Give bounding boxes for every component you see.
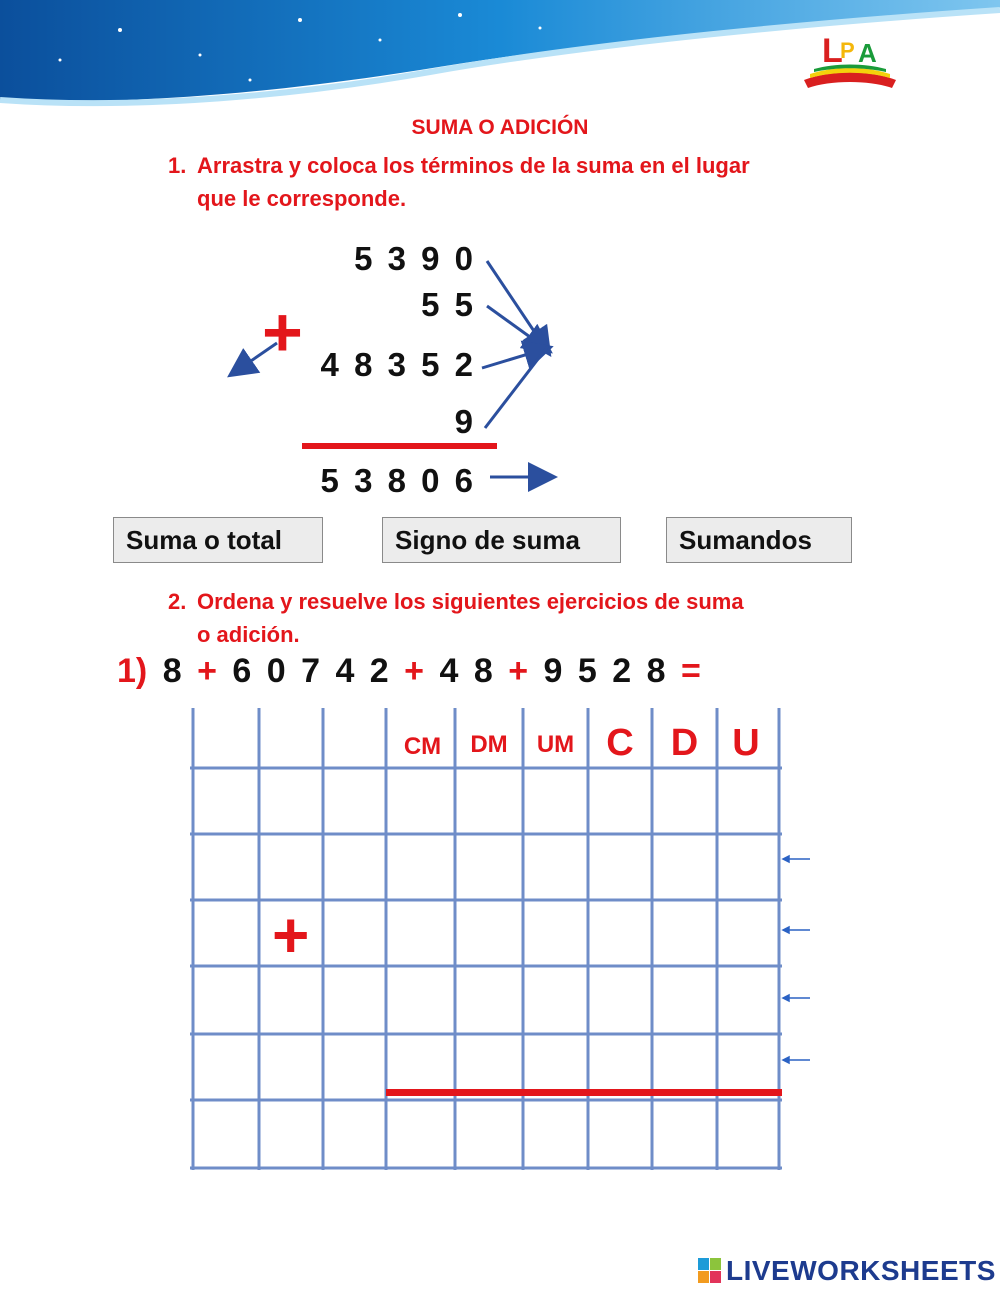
page-title: SUMA O ADICIÓN xyxy=(411,116,589,139)
drop-target-signo-suma[interactable]: Signo de suma xyxy=(382,517,621,563)
exercise-term-2: 6 0 7 4 2 xyxy=(232,652,389,690)
exercise-term-1: 8 xyxy=(162,652,182,690)
school-logo xyxy=(800,22,900,92)
instruction-1-number: 1. xyxy=(168,153,187,178)
row-pointer-arrows xyxy=(780,850,820,1070)
exercise-equals: = xyxy=(680,652,701,690)
instruction-2-number: 2. xyxy=(168,589,187,614)
addend-4: 9 xyxy=(454,403,476,440)
col-header-um: UM xyxy=(536,731,575,758)
svg-text:L: L xyxy=(822,32,843,70)
instruction-1-line2: que le corresponde. xyxy=(197,186,407,211)
svg-text:P: P xyxy=(840,38,855,63)
instruction-2-line1: Ordena y resuelve los siguientes ejercicios de suma xyxy=(197,589,744,614)
exercise-1 xyxy=(117,652,701,691)
arrows-overlay xyxy=(220,250,570,500)
exercise-plus-1: + xyxy=(197,652,217,690)
col-header-c: C xyxy=(606,722,634,764)
instruction-2-line2: o adición. xyxy=(197,622,300,647)
footer-brand: LIVEWORKSHEETS xyxy=(726,1255,996,1286)
addend-3: 4 8 3 5 2 xyxy=(320,346,476,383)
liveworksheets-logo-icon xyxy=(698,1258,722,1284)
arrow-addend1 xyxy=(487,261,548,352)
col-header-u: U xyxy=(732,722,760,764)
exercise-label: 1) xyxy=(117,652,148,690)
col-header-dm: DM xyxy=(470,731,508,758)
arrow-plus xyxy=(232,343,277,374)
exercise-plus-2: + xyxy=(404,652,425,690)
exercise-term-4: 9 5 2 8 xyxy=(543,652,666,690)
addend-1: 5 3 9 0 xyxy=(354,240,476,277)
instruction-1 xyxy=(168,149,888,215)
drop-target-suma-total[interactable]: Suma o total xyxy=(113,517,323,563)
col-header-cm: CM xyxy=(403,733,442,760)
exercise-term-3: 4 8 xyxy=(439,652,493,690)
instruction-1-line1: Arrastra y coloca los términos de la suma en el lugar xyxy=(197,153,750,178)
exercise-plus-3: + xyxy=(508,652,529,690)
addend-2: 5 5 xyxy=(421,286,476,323)
plus-sign-1: + xyxy=(262,293,303,371)
sum-total: 5 3 8 0 6 xyxy=(320,462,476,499)
arrow-addend2 xyxy=(487,306,548,350)
svg-text:A: A xyxy=(858,38,877,68)
col-header-d: D xyxy=(670,722,699,764)
instruction-2 xyxy=(168,585,888,651)
drop-target-sumandos[interactable]: Sumandos xyxy=(666,517,852,563)
plus-sign-2: + xyxy=(272,899,310,971)
